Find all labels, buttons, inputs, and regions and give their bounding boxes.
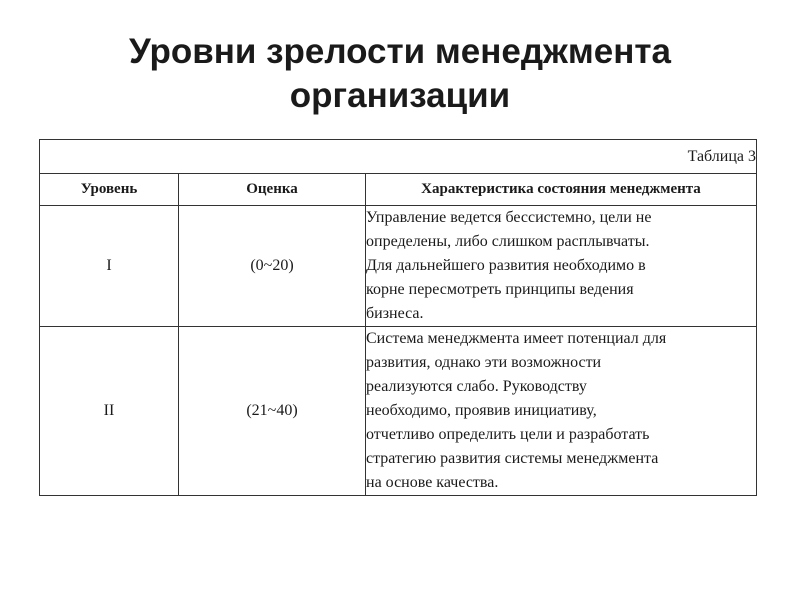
description-line: отчетливо определить цели и разработать: [366, 426, 650, 443]
header-score: Оценка: [179, 174, 366, 206]
level-cell: I: [40, 206, 179, 327]
score-cell: (0~20): [179, 206, 366, 327]
description-cell: [366, 327, 757, 496]
description-line: на основе качества.: [366, 474, 499, 491]
header-level: Уровень: [40, 174, 179, 206]
description-line: определены, либо слишком расплывчаты.: [366, 233, 650, 250]
slide-title-line-2: организации: [289, 76, 511, 115]
description-line: развития, однако эти возможности: [366, 354, 602, 371]
score-cell: (21~40): [179, 327, 366, 496]
description-cell: [366, 206, 757, 327]
table-caption: Таблица 3: [40, 140, 757, 174]
table-row: [40, 206, 757, 327]
slide-title: [0, 30, 800, 118]
description-line: стратегию развития системы менеджмента: [366, 450, 659, 467]
description-line: Система менеджмента имеет потенциал для: [366, 330, 667, 347]
description-line: корне пересмотреть принципы ведения: [366, 281, 634, 298]
header-description: Характеристика состояния менеджмента: [366, 174, 757, 206]
description-line: Для дальнейшего развития необходимо в: [366, 257, 646, 274]
level-cell: II: [40, 327, 179, 496]
table-header-row: [40, 174, 757, 206]
description-line: бизнеса.: [366, 305, 424, 322]
description-line: Управление ведется бессистемно, цели не: [366, 209, 652, 226]
description-line: необходимо, проявив инициативу,: [366, 402, 597, 419]
maturity-levels-table: [39, 139, 757, 496]
slide-title-line-1: Уровни зрелости менеджмента: [129, 32, 671, 71]
table-caption-row: [40, 140, 757, 174]
table-row: [40, 327, 757, 496]
description-line: реализуются слабо. Руководству: [366, 378, 587, 395]
